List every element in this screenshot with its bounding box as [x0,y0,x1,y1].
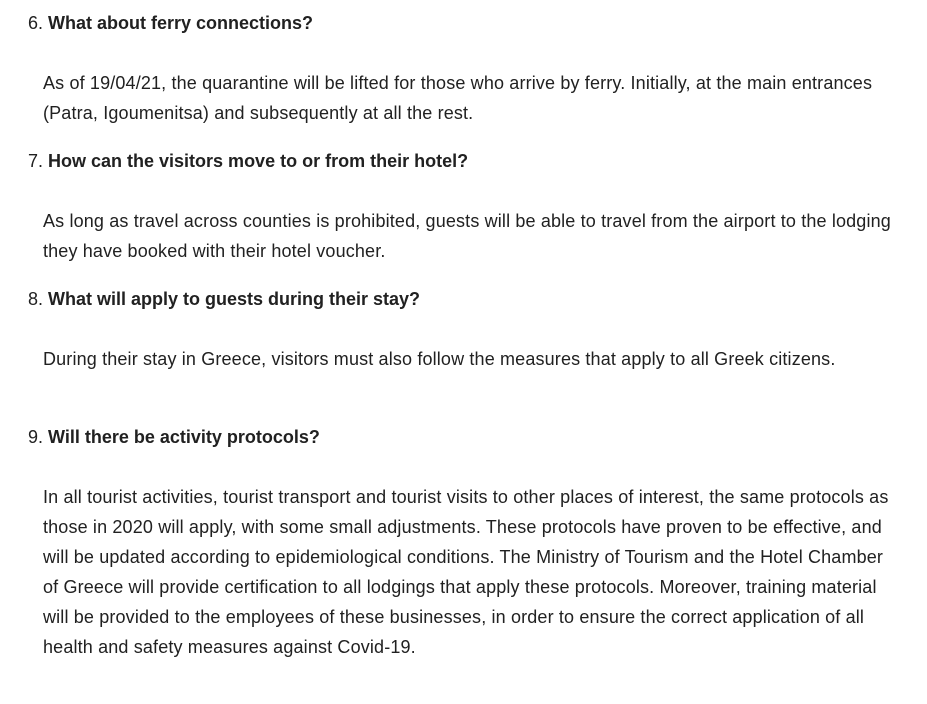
faq-question [0,287,420,311]
faq-question-text: Will there be activity protocols? [48,427,320,447]
faq-question-text: What about ferry connections? [48,13,314,33]
faq-answer: During their stay in Greece, visitors must also follow the measures that apply to all Greek citizens. [43,349,836,369]
faq-item-number: 7. [27,151,43,171]
faq-answer: In all tourist activities, tourist transport and tourist visits to other places of interest, the same protocols as those in 2020 will apply, with some small adjustments. These protocols have proven to be effective, and will be updated according to epidemiological conditions. The Ministry of Tourism and the Hotel Chamber of Greece will provide certification to all lodgings that apply these protocols. Moreover, training material will be provided to the employees of these businesses, in order to ensure the correct application of all health and safety measures against Covid-19. [43,487,889,657]
faq-item-number: 8. [27,289,43,309]
faq-question-text: How can the visitors move to or from their hotel? [48,151,469,171]
faq-question [0,149,468,173]
faq-answer: As of 19/04/21, the quarantine will be lifted for those who arrive by ferry. Initially, at the main entrances (Patra, Igoumenitsa) and subsequently at all the rest. [43,73,873,123]
faq-question [0,11,313,35]
faq-answer: As long as travel across counties is prohibited, guests will be able to travel from the airport to the lodging they have booked with their hotel voucher. [43,211,891,261]
faq-question-text: What will apply to guests during their stay? [48,289,421,309]
faq-item-number: 9. [27,427,43,447]
faq-item-number: 6. [27,13,43,33]
faq-question [0,425,320,449]
